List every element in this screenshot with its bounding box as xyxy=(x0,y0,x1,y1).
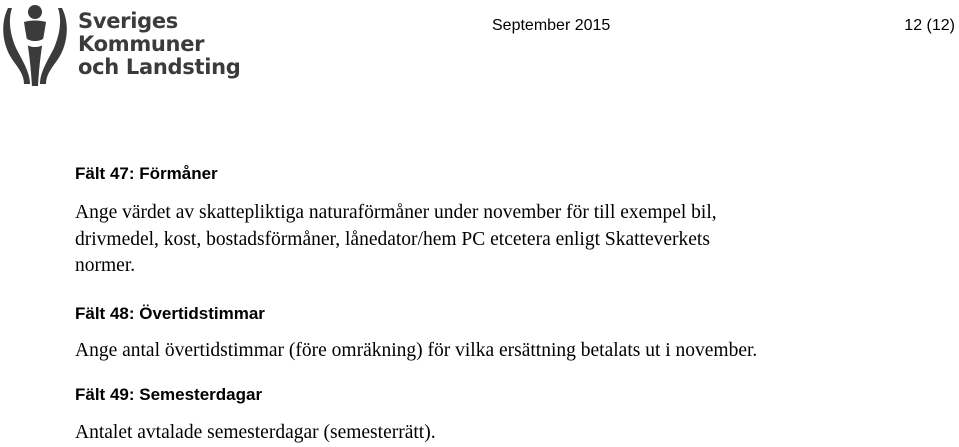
field-47-heading: Fält 47: Förmåner xyxy=(75,164,218,183)
header-date: September 2015 xyxy=(492,17,611,34)
field-48-line-1: Ange antal övertidstimmar (före omräkning) för vilka ersättning betalats ut i november. xyxy=(75,340,758,361)
page-number: 12 (12) xyxy=(904,17,955,34)
field-47-body xyxy=(75,200,717,280)
field-49-body xyxy=(75,420,436,447)
field-49-line-1: Antalet avtalade semesterdagar (semesterrätt). xyxy=(75,422,436,443)
skl-emblem-icon xyxy=(0,2,70,88)
logo-line-3: och Landsting xyxy=(78,55,241,79)
logo-line-1: Sveriges xyxy=(78,9,178,33)
field-49-heading: Fält 49: Semesterdagar xyxy=(75,385,263,404)
logo-line-2: Kommuner xyxy=(78,32,205,56)
field-47-line-2: drivmedel, kost, bostadsförmåner, lånedator/hem PC etcetera enligt Skatteverkets xyxy=(75,228,710,250)
skl-logo xyxy=(0,2,241,88)
field-48-heading: Fält 48: Övertidstimmar xyxy=(75,304,265,323)
skl-logo-text xyxy=(78,10,241,79)
field-47-line-3: normer. xyxy=(75,255,136,276)
field-47-line-1: Ange värdet av skattepliktiga naturaförmåner under november för till exempel bil, xyxy=(75,202,717,223)
field-48-body xyxy=(75,338,757,365)
